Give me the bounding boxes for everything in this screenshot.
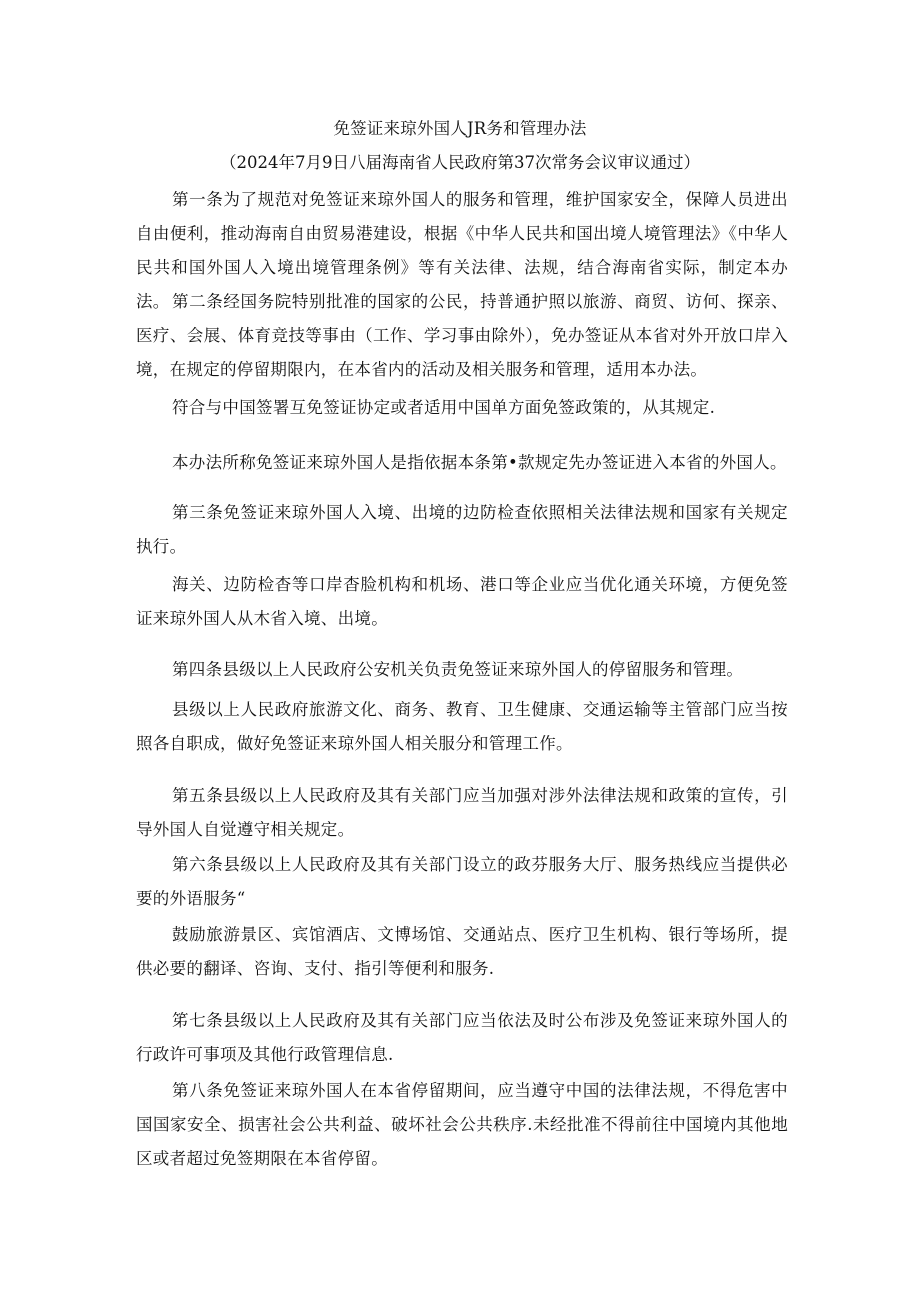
article-3-clause-2: 海关、边防检杳等口岸杳脸机构和机场、港口等企业应当优化通关环境，方便免签证来琼外国人从木省入境、出境。: [136, 575, 788, 628]
article-1-paragraph: 第一条为了规范对免签证来琼外国人的服务和管理，维护国家安全，保障人员进出自由便利，推动海南自由贸易港建设，根据《中华人民共和国出境人境管理法》《中华人民共和国外国人入境出境管理条例》等有关法律、法规，结合海南省实际，制定本办法。: [136, 190, 788, 311]
article-6-clause-2: 鼓励旅游景区、宾馆酒店、文博场馆、交通站点、医疗卫生机构、银行等场所，提供必要的翻译、咨询、支付、指引等便利和服务.: [136, 925, 788, 978]
article-5-paragraph: 第五条县级以上人民政府及其有关部门应当加强对涉外法律法规和政策的宣传，引导外国人自觉遵守相关规定。: [136, 786, 788, 839]
document-title: 免签证来琼外国人JR务和管理办法: [333, 119, 587, 138]
document-subtitle: （2024年7月9日八届海南省人民政府第37次常务会议审议通过）: [220, 153, 700, 172]
article-7-paragraph: 笫七条县级以上人民政府及其有关部门应当依法及时公布涉及免签证来琼外国人的行政许可事项及其他行政管理信息.: [136, 1011, 788, 1064]
article-2-clause-3: 本办法所称免签证来琼外国人是指依据本条第•款规定先办签证进入本省的外国人。: [172, 453, 787, 472]
article-4-clause-2: 县级以上人民政府旅游文化、商务、教育、卫生健康、交通运输等主管部门应当按照各自职成，做好免签证来琼外国人相关服分和管理工作。: [136, 700, 788, 753]
article-3-paragraph: 第三条免签证来琼外国人入境、出境的边防检查依照相关法律法规和国家有关规定执行。: [136, 503, 788, 556]
article-2-clause-2: 符合与中国签署互免签证协定或者适用中国单方面免签政策的，从其规定.: [172, 398, 716, 417]
article-4-paragraph: 第四条县级以上人民政府公安机关负责免签证来琼外国人的停留服务和管理。: [172, 660, 744, 679]
article-8-paragraph: 第八条免签证来琼外国人在本省停留期间，应当遵守中国的法律法规，不得危害中国国家安全、损害社会公共利益、破坏社会公共秩序.未经批准不得前往中国境内其他地区或者超过免签期限在本省停留。: [136, 1081, 788, 1168]
article-6-paragraph: 第六条县级以上人民政府及其有关部门设立的政芬服务大厅、服务热线应当提供必要的外语服务“: [136, 855, 788, 908]
article-2-paragraph: 第二条经国务院特别批准的国家的公民，持普通护照以旅游、商贸、访何、探亲、医疗、会展、体育竞技等事由（工作、学习事由除外），免办签证从本省对外开放口岸入境，在规定的停留期限内，在本省内的活动及相关服务和管理，适用本办法。: [136, 292, 788, 379]
